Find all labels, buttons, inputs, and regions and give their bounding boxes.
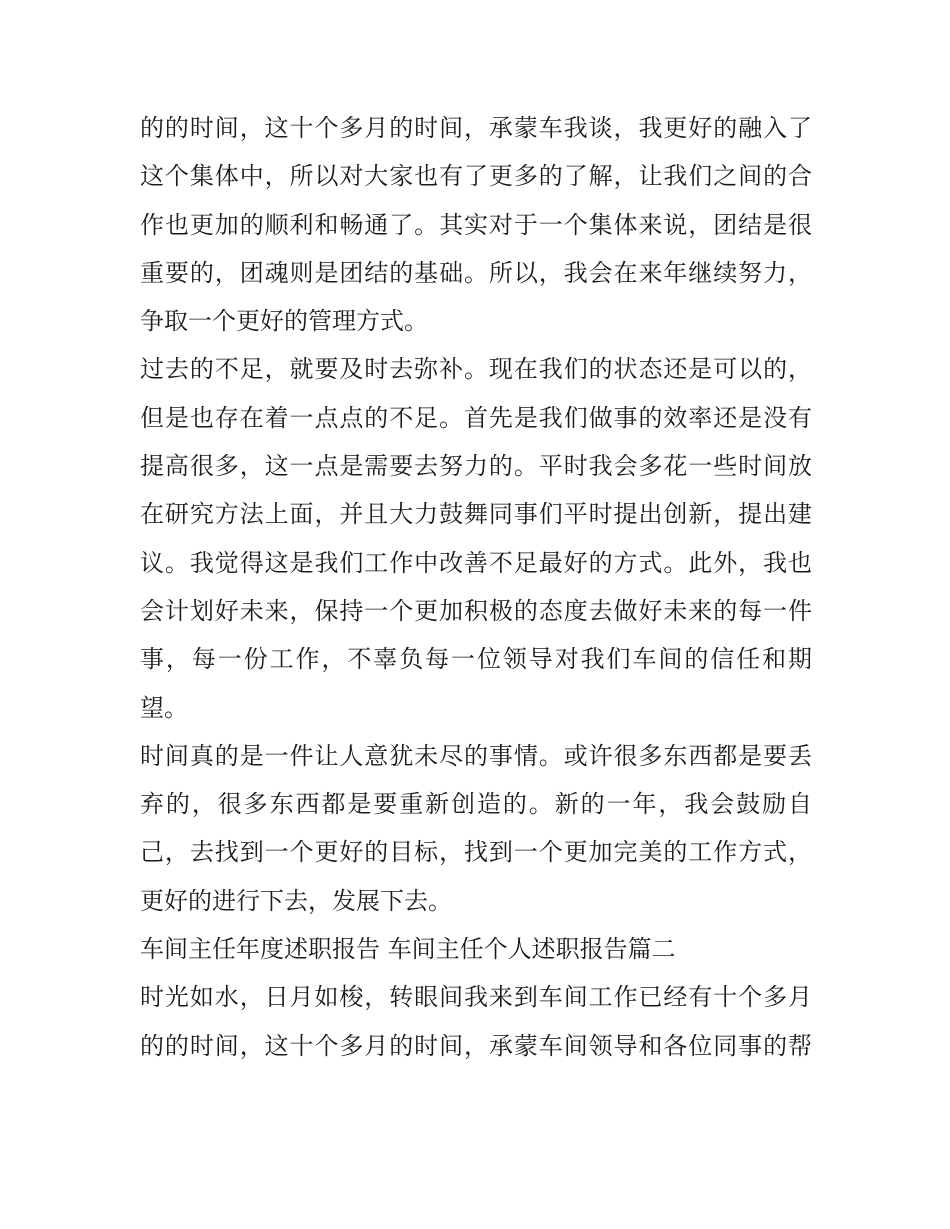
text-line: 提高很多，这一点是需要去努力的。平时我会多花一些时间放: [140, 452, 812, 481]
text-line: 这个集体中，所以对大家也有了更多的了解，让我们之间的合: [140, 162, 812, 191]
text-line: 弃的，很多东西都是要重新创造的。新的一年，我会鼓励自: [140, 790, 812, 819]
document-body: [140, 104, 812, 1070]
paragraph-1: [140, 104, 812, 345]
text-line: 的的时间，这十个多月的时间，承蒙车我谈，我更好的融入了: [140, 114, 812, 142]
text-line: 望。: [140, 693, 188, 722]
section-heading: [140, 925, 812, 973]
paragraph-2: [140, 345, 812, 731]
paragraph-5: [140, 973, 812, 1070]
text-line: 但是也存在着一点点的不足。首先是我们做事的效率还是没有: [140, 403, 812, 432]
text-line: 时间真的是一件让人意犹未尽的事情。或许很多东西都是要丢: [140, 741, 812, 770]
text-line: 在研究方法上面，并且大力鼓舞同事们平时提出创新，提出建: [140, 500, 812, 529]
text-line: 重要的，团魂则是团结的基础。所以，我会在来年继续努力，: [140, 258, 812, 287]
text-line: 过去的不足，就要及时去弥补。现在我们的状态还是可以的，: [140, 355, 812, 384]
text-line: 事，每一份工作，不辜负每一位领导对我们车间的信任和期: [140, 645, 812, 674]
text-line: 己，去找到一个更好的目标，找到一个更加完美的工作方式，: [140, 838, 812, 867]
text-line: 会计划好未来，保持一个更加积极的态度去做好未来的每一件: [140, 596, 812, 625]
text-line: 作也更加的顺利和畅通了。其实对于一个集体来说，团结是很: [140, 210, 812, 239]
text-line: 争取一个更好的管理方式。: [140, 307, 428, 336]
section-title: 车间主任年度述职报告 车间主任个人述职报告篇二: [140, 935, 676, 964]
text-line: 更好的进行下去，发展下去。: [140, 886, 452, 915]
text-line: 时光如水，日月如梭，转眼间我来到车间工作已经有十个多月: [140, 983, 812, 1012]
text-line: 议。我觉得这是我们工作中改善不足最好的方式。此外，我也: [140, 548, 812, 577]
paragraph-3: [140, 732, 812, 925]
text-line: 的的时间，这十个多月的时间，承蒙车间领导和各位同事的帮: [140, 1031, 812, 1060]
